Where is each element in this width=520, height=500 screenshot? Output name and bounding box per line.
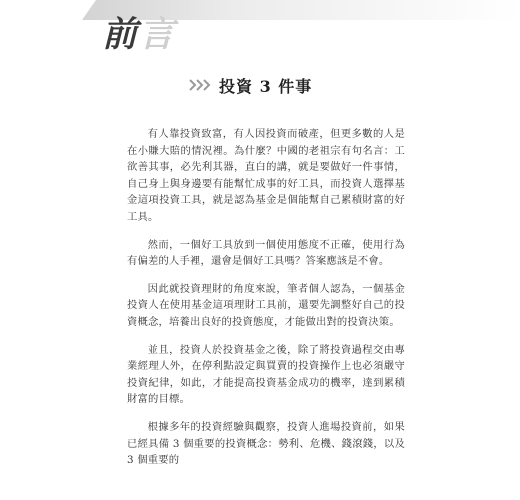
header-band-cut: [82, 0, 96, 20]
paragraph: 根據多年的投資經驗與觀察，投資人進場投資前，如果已經具備 3 個重要的投資概念：勢利、危機、錢滾錢，以及 3 個重要的: [127, 420, 405, 467]
section-heading: [189, 72, 312, 98]
chapter-title-part1: 前: [102, 15, 140, 55]
paragraph: 有人靠投資致富，有人因投資而破產，但更多數的人是在小賺大賠的情況裡。為什麼？中國的老祖宗有句名言：工欲善其事，必先利其器，直白的講，就是要做好一件事情，自己身上與身邊要有能幫忙成事的好工具，而投資人選擇基金這項投資工具，就是認為基金是個能幫自己累積財富的好工具。: [127, 128, 405, 223]
paragraph: 然而，一個好工具放到一個使用態度不正確，使用行為有偏差的人手裡，還會是個好工具嗎？答案應該是不會。: [127, 238, 405, 268]
section-heading-text: 投資 3 件事: [219, 76, 313, 96]
triple-chevron-icon: [189, 79, 211, 91]
paragraph: 並且，投資人於投資基金之後，除了將投資過程交由專業經理人外，在停利點設定與買賣的投資操作上也必須嚴守投資紀律，如此，才能提高投資基金成功的機率，達到累積財富的目標。: [127, 343, 405, 406]
body-text: [127, 126, 405, 480]
chapter-title: [102, 13, 176, 57]
chapter-title-part2: 言: [139, 15, 177, 55]
paragraph: 因此就投資理財的角度來說，筆者個人認為，一個基金投資人在使用基金這項理財工具前，還要先調整好自己的投資概念，培養出良好的投資態度，才能做出對的投資決策。: [127, 282, 405, 328]
